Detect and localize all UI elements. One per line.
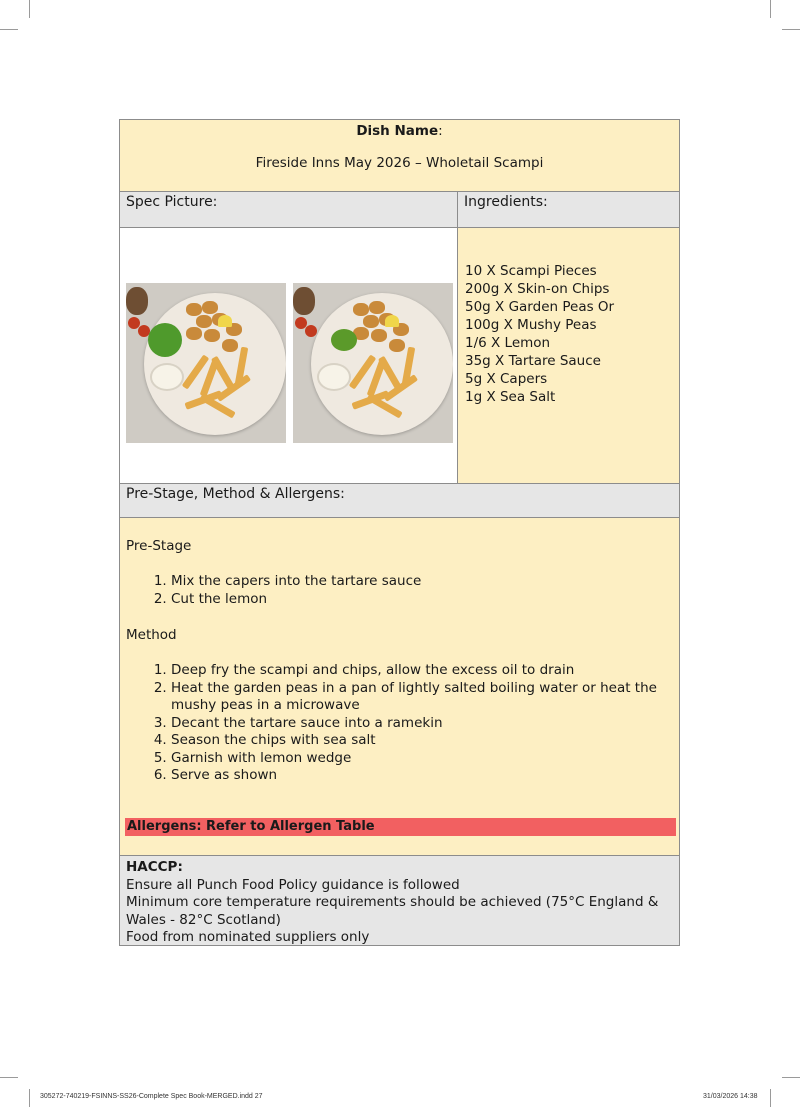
method-step: 1. Deep fry the scampi and chips, allow the excess oil to drain [171, 662, 679, 680]
haccp-section [120, 856, 679, 945]
ingredient-item: 1g X Sea Salt [465, 389, 556, 405]
crop-mark [770, 0, 771, 18]
dish-photo-mushy-peas [293, 283, 453, 443]
haccp-title: HACCP: [126, 859, 183, 875]
footer-timestamp: 31/03/2026 14:38 [703, 1093, 758, 1100]
spec-sheet-table [119, 119, 680, 946]
crop-mark [770, 1089, 771, 1107]
dish-photo-garden-peas [126, 283, 286, 443]
allergens-banner: Allergens: Refer to Allergen Table [125, 818, 676, 836]
method-list [126, 662, 679, 785]
haccp-line: Minimum core temperature requirements should be achieved (75°C England & Wales - 82°C Scotland) [126, 894, 659, 928]
method-step: 6. Serve as shown [171, 767, 679, 785]
ingredients-header: Ingredients: [464, 194, 548, 210]
ingredient-item: 5g X Capers [465, 371, 548, 387]
ingredient-item: 35g X Tartare Sauce [465, 353, 601, 369]
haccp-line: Food from nominated suppliers only [126, 929, 370, 945]
crop-mark [29, 1089, 30, 1107]
haccp-line: Ensure all Punch Food Policy guidance is followed [126, 876, 460, 893]
crop-mark [29, 0, 30, 18]
method-step: 3. Decant the tartare sauce into a ramekin [171, 715, 679, 733]
footer-filename: 305272-740219-FSINNS-SS26-Complete Spec Book-MERGED.indd 27 [40, 1093, 263, 1100]
crop-mark [0, 1077, 18, 1078]
crop-mark [0, 29, 18, 30]
pre-stage-step: 2. Cut the lemon [171, 591, 679, 609]
method-section [120, 518, 679, 856]
method-step: 5. Garnish with lemon wedge [171, 750, 679, 768]
dish-name: Fireside Inns May 2026 – Wholetail Scampi [255, 155, 544, 171]
picture-ingredients-header-row [120, 192, 679, 228]
pre-stage-method-allergens-header: Pre-Stage, Method & Allergens: [120, 484, 679, 518]
crop-mark [782, 29, 800, 30]
spec-picture-cell [120, 228, 458, 483]
method-step: 4. Season the chips with sea salt [171, 732, 679, 750]
method-title: Method [126, 627, 177, 643]
ingredient-item: 100g X Mushy Peas [465, 317, 597, 333]
ingredient-item: 10 X Scampi Pieces [465, 263, 597, 279]
dish-name-label: Dish Name [356, 123, 439, 139]
picture-ingredients-row [120, 228, 679, 484]
ingredient-item: 200g X Skin-on Chips [465, 281, 610, 297]
spec-picture-header: Spec Picture: [120, 192, 458, 227]
ingredients-list [458, 228, 679, 483]
pre-stage-list [126, 573, 679, 608]
pre-stage-step: 1. Mix the capers into the tartare sauce [171, 573, 679, 591]
ingredient-item: 1/6 X Lemon [465, 335, 551, 351]
crop-mark [782, 1077, 800, 1078]
ingredient-item: 50g X Garden Peas Or [465, 299, 615, 315]
pre-stage-title: Pre-Stage [126, 538, 192, 554]
method-step: 2. Heat the garden peas in a pan of lightly salted boiling water or heat the mushy peas in a microwave [171, 680, 679, 715]
dish-name-row [120, 120, 679, 192]
dish-name-colon: : [438, 123, 443, 139]
